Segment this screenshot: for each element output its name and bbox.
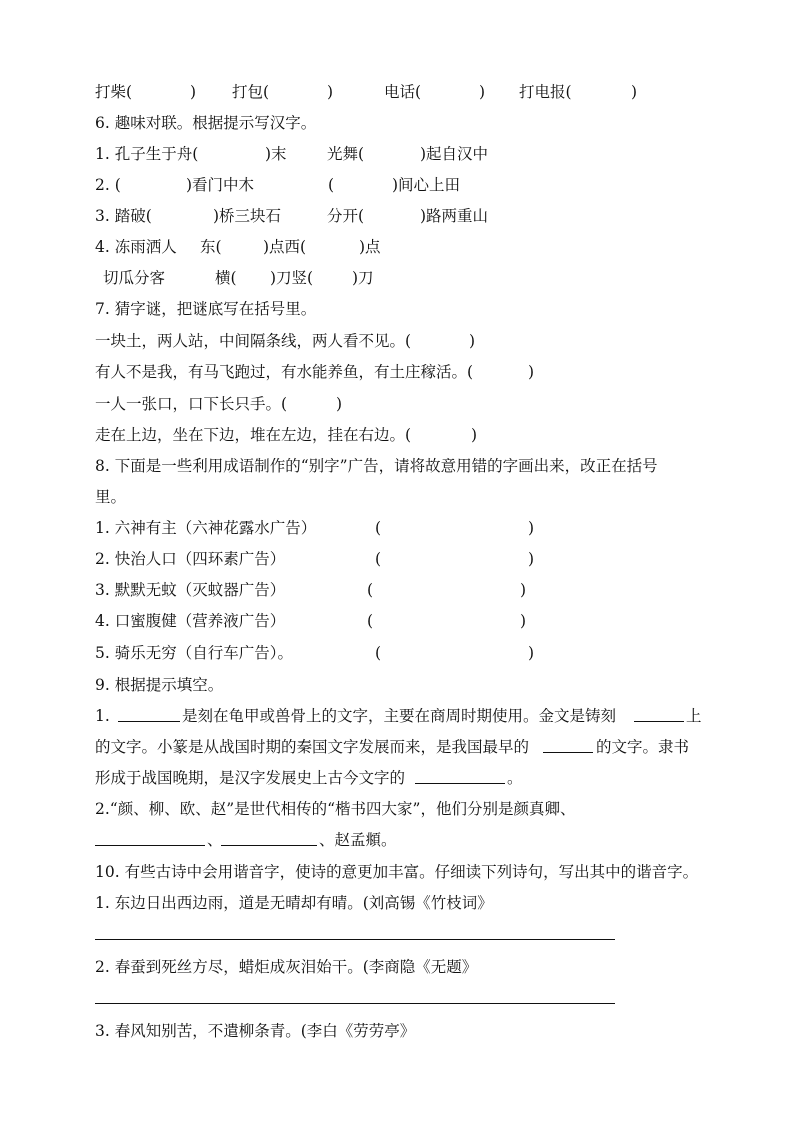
q6-l2a: 2. ( <box>95 176 121 194</box>
q8-title: 8. 下面是一些利用成语制作的“别字”广告，请将故意用错的字画出来，改正在括号 <box>95 457 658 475</box>
q8-title-cont: 里。 <box>95 488 127 506</box>
q8-item-4: 4. 口蜜腹健（营养液广告） <box>95 612 286 630</box>
q7-riddle-4-close: ) <box>471 426 478 444</box>
q6-l1c: 光舞( <box>327 145 365 163</box>
q9-line3-text: 形成于战国晚期，是汉字发展史上古今文字的 <box>95 769 406 787</box>
q8-item-1-close: ) <box>528 519 535 537</box>
q7-riddle-1: 一块土，两人站，中间隔条线，两人看不见。( <box>95 332 412 350</box>
top-label-1: 打柴( <box>95 83 133 101</box>
q8-item-1: 1. 六神有主（六神花露水广告） <box>95 519 317 537</box>
q7-riddle-4: 走在上边，坐在下边，堆在左边，挂在右边。( <box>95 426 412 444</box>
q8-item-5: 5. 骑乐无穷（自行车广告）。 <box>95 644 293 662</box>
q6-l5b: 横( <box>215 269 237 287</box>
q6-l3a: 3. 踏破( <box>95 207 152 225</box>
q7-riddle-3-close: ) <box>336 395 343 413</box>
top-close-3: ) <box>479 83 486 101</box>
q6-l2b: )看门中木 <box>186 176 255 194</box>
top-label-2: 打包( <box>232 83 270 101</box>
q9-zhao: 、赵孟頫。 <box>319 831 397 849</box>
q6-l2d: )间心上田 <box>392 176 461 194</box>
q8-item-3-open: ( <box>367 581 374 599</box>
q9-calligraphers: 2.“颜、柳、欧、赵”是世代相传的“楷书四大家”，他们分别是颜真卿、 <box>95 800 576 818</box>
q7-riddle-3: 一人一张口，口下长只手。( <box>95 395 288 413</box>
q9-line1-text: 是刻在龟甲或兽骨上的文字，主要在商周时期使用。金文是铸刻 <box>182 707 617 725</box>
q6-l5d: )刀 <box>352 269 374 287</box>
q8-item-5-open: ( <box>375 644 382 662</box>
q6-l4b: 东( <box>200 238 222 256</box>
q9-blank-watershed[interactable] <box>415 768 505 784</box>
q6-l3b: )桥三块石 <box>213 207 282 225</box>
q8-item-2-close: ) <box>528 550 535 568</box>
q6-l2c: ( <box>328 176 335 194</box>
q7-riddle-1-close: ) <box>469 332 476 350</box>
q6-l3d: )路两重山 <box>420 207 489 225</box>
q6-l4c: )点西( <box>263 238 307 256</box>
top-close-1: ) <box>190 83 197 101</box>
q9-line1-end: 上 <box>686 707 702 725</box>
q7-riddle-2: 有人不是我，有马飞跑过，有水能养鱼，有土庄稼活。( <box>95 363 474 381</box>
q9-line2-end: 的文字。隶书 <box>596 738 690 756</box>
q9-blank-liu[interactable] <box>95 830 205 846</box>
q6-l4a: 4. 冻雨洒人 <box>95 238 177 256</box>
q6-l4d: )点 <box>359 238 381 256</box>
q8-item-4-close: ) <box>520 612 527 630</box>
q7-riddle-2-close: ) <box>528 363 535 381</box>
q8-item-1-open: ( <box>375 519 382 537</box>
q10-title: 10. 有些古诗中会用谐音字，使诗的意更加丰富。仔细读下列诗句，写出其中的谐音字。 <box>95 863 699 881</box>
top-label-3: 电话( <box>384 83 422 101</box>
q10-poem-3: 3. 春风知别苦，不遣柳条青。(李白《劳劳亭》 <box>95 1022 416 1040</box>
top-close-4: ) <box>631 83 638 101</box>
q6-l1a: 1. 孔子生于舟( <box>95 145 199 163</box>
q10-poem-1: 1. 东边日出西边雨，道是无晴却有晴。(刘高锡《竹枝词》 <box>95 894 493 912</box>
q9-blank-bronze[interactable] <box>634 706 684 722</box>
q9-line2-text: 的文字。小篆是从战国时期的秦国文字发展而来，是我国最早的 <box>95 738 530 756</box>
q8-item-5-close: ) <box>528 644 535 662</box>
q9-line3-end: 。 <box>507 769 523 787</box>
q10-answer-line-2[interactable] <box>95 1003 615 1004</box>
q9-sep: 、 <box>207 831 223 849</box>
q8-item-3-close: ) <box>520 581 527 599</box>
q9-line1-prefix: 1. <box>95 707 110 725</box>
q7-title: 7. 猜字谜，把谜底写在括号里。 <box>95 300 317 318</box>
top-label-4: 打电报( <box>519 83 572 101</box>
q6-l5a: 切瓜分客 <box>103 269 166 287</box>
q9-title: 9. 根据提示填空。 <box>95 676 224 694</box>
q9-blank-ou[interactable] <box>221 830 317 846</box>
q6-l5c: )刀竖( <box>270 269 314 287</box>
q6-l1d: )起自汉中 <box>420 145 489 163</box>
q9-blank-oracle[interactable] <box>118 706 180 722</box>
q6-l3c: 分开( <box>327 207 365 225</box>
q10-poem-2: 2. 春蚕到死丝方尽，蜡炬成灰泪始干。(李商隐《无题》 <box>95 958 478 976</box>
q8-item-2-open: ( <box>375 550 382 568</box>
q6-title: 6. 趣味对联。根据提示写汉字。 <box>95 114 317 132</box>
top-close-2: ) <box>327 83 334 101</box>
q8-item-2: 2. 快治人口（四环素广告） <box>95 550 286 568</box>
q8-item-4-open: ( <box>367 612 374 630</box>
q9-blank-unified[interactable] <box>543 737 593 753</box>
q10-answer-line-1[interactable] <box>95 939 615 940</box>
q8-item-3: 3. 默默无蚊（灭蚊器广告） <box>95 581 286 599</box>
q6-l1b: )末 <box>265 145 287 163</box>
